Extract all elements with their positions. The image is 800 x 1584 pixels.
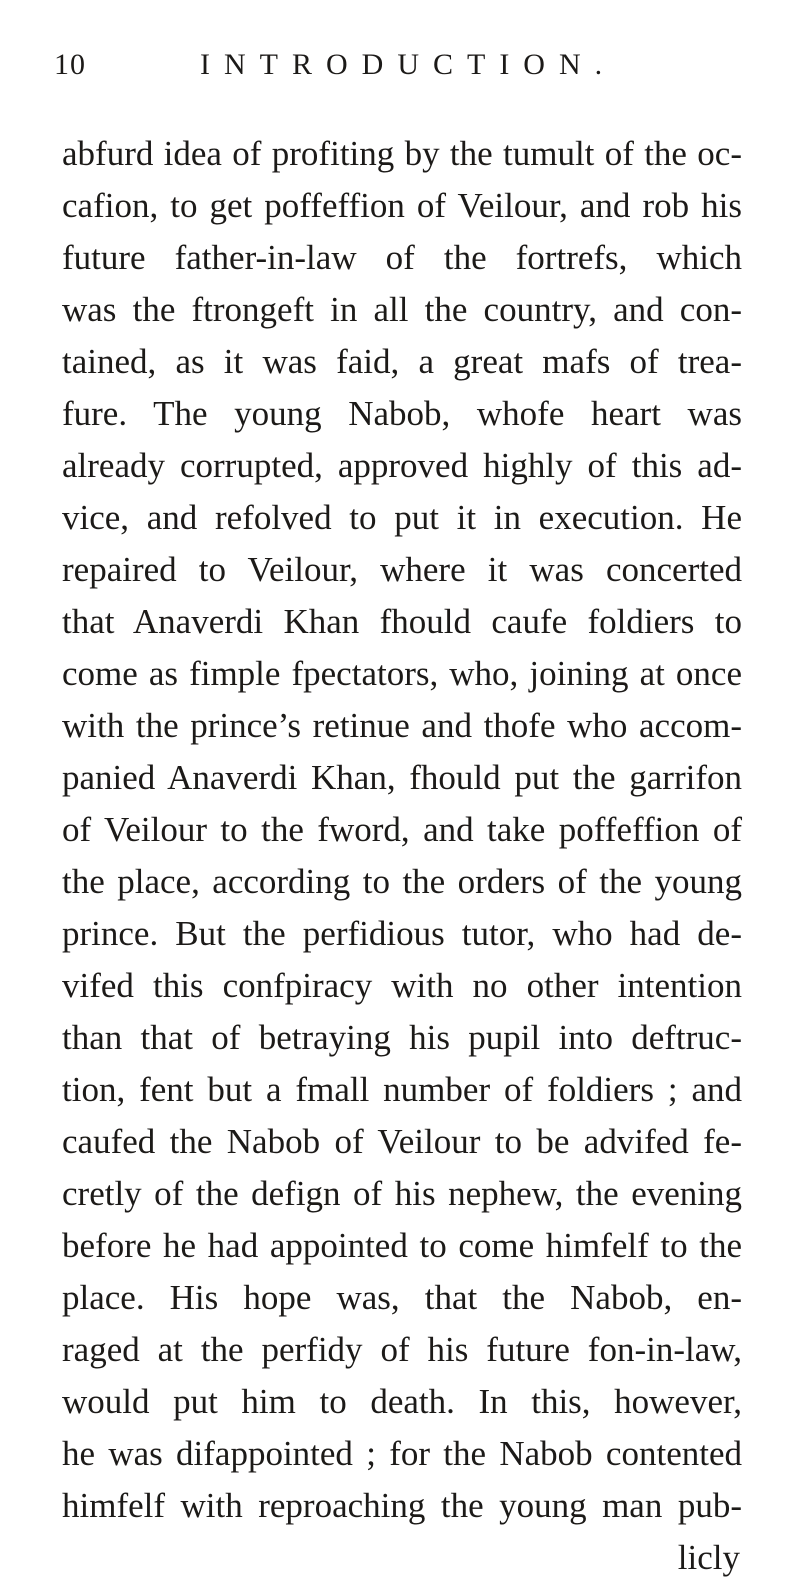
text-line: tained, as it was faid, a great mafs of trea- [62,342,742,381]
text-line: was the ftrongeft in all the country, and con- [62,290,742,329]
text-line: already corrupted, approved highly of this ad- [62,446,742,485]
text-line: than that of betraying his pupil into deftruc- [62,1018,742,1057]
body-text [62,128,742,1584]
text-line: himfelf with reproaching the young man pub- [62,1486,742,1525]
text-line: place. His hope was, that the Nabob, en- [62,1278,742,1317]
text-line: the place, according to the orders of the young [62,862,742,901]
text-line: repaired to Veilour, where it was concerted [62,550,742,589]
text-line: future father-in-law of the fortrefs, which [62,238,742,277]
text-line: cafion, to get poffeffion of Veilour, and rob his [62,186,742,225]
text-line: panied Anaverdi Khan, fhould put the garrifon [62,758,742,797]
text-line: would put him to death. In this, however, [62,1382,742,1421]
text-line: tion, fent but a fmall number of foldiers ; and [62,1070,742,1109]
text-line: cretly of the defign of his nephew, the evening [62,1174,742,1213]
catchword: licly [677,1538,740,1577]
text-line: come as fimple fpectators, who, joining at once [62,654,742,693]
text-line: he was difappointed ; for the Nabob contented [62,1434,742,1473]
text-line: before he had appointed to come himfelf to the [62,1226,742,1265]
text-line: prince. But the perfidious tutor, who had de- [62,914,742,953]
text-line: caufed the Nabob of Veilour to be advifed fe- [62,1122,742,1161]
page-number: 10 [54,48,86,81]
text-line: raged at the perfidy of his future fon-in-law, [62,1330,742,1369]
text-line: with the prince’s retinue and thofe who accom- [62,706,742,745]
text-line: of Veilour to the fword, and take poffeffion of [62,810,742,849]
text-line: fure. The young Nabob, whofe heart was [62,394,742,433]
running-head: INTRODUCTION. [200,48,617,81]
text-line: vice, and refolved to put it in execution. He [62,498,742,537]
page-header [54,48,774,88]
text-line: abfurd idea of profiting by the tumult of the oc- [62,134,742,173]
text-line: that Anaverdi Khan fhould caufe foldiers to [62,602,742,641]
text-line: vifed this confpiracy with no other intention [62,966,742,1005]
